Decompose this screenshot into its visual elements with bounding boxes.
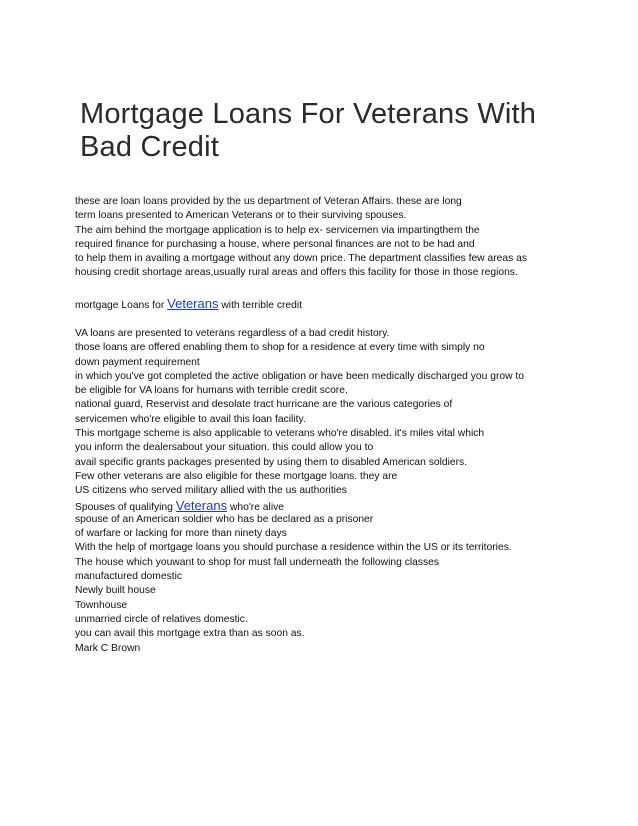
- text-line: down payment requirement: [75, 356, 200, 368]
- text-line: be eligible for VA loans for humans with terrible credit score.: [75, 385, 348, 397]
- text-line: VA loans are presented to veterans regardless of a bad credit history.: [75, 328, 390, 339]
- veterans-link[interactable]: Veterans: [175, 497, 228, 513]
- title-line: Bad Credit: [80, 131, 220, 163]
- text-line: to help them in availing a mortgage without any down price. The department classifies few areas as: [75, 253, 527, 265]
- text-line: term loans presented to American Veterans or to their surviving spouses.: [75, 210, 407, 222]
- subheading: [75, 297, 575, 311]
- text-line: manufactured domestic: [75, 571, 183, 583]
- veterans-link[interactable]: Veterans: [167, 296, 219, 311]
- author-name: Mark C Brown: [75, 642, 141, 654]
- text-line: in which you've got completed the active obligation or have been medically discharged you grow to: [75, 370, 525, 382]
- subheading-line: [75, 297, 575, 311]
- text-line: required finance for purchasing a house, where personal finances are not to be had and: [75, 238, 475, 250]
- spouse-text: who're alive: [227, 501, 284, 513]
- text-line: This mortgage scheme is also applicable to veterans who're disabled. it's miles vital which: [75, 428, 485, 440]
- subheading-text: with terrible credit: [218, 300, 303, 311]
- text-line: housing credit shortage areas,usually rural areas and offers this facility for those in those regions.: [75, 267, 518, 279]
- intro-paragraph: [75, 195, 575, 281]
- text-line: The house which youwant to shop for must fall underneath the following classes: [75, 556, 440, 568]
- text-line: avail specific grants packages presented by using them to disabled American soldiers.: [75, 456, 468, 468]
- text-line: these are loan loans provided by the us department of Veteran Affairs. these are long: [75, 196, 462, 207]
- text-line: Newly built house: [75, 585, 156, 597]
- text-line: spouse of an American soldier who has be declared as a prisoner: [75, 513, 374, 525]
- main-paragraph: [75, 327, 575, 656]
- text-line: Few other veterans are also eligible for these mortgage loans. they are: [75, 470, 398, 482]
- text-line: national guard, Reservist and desolate tract hurricane are the various categories of: [75, 399, 453, 411]
- spouse-line: [75, 499, 575, 513]
- text-line: of warfare or lacking for more than ninety days: [75, 528, 287, 540]
- text-line: With the help of mortgage loans you should purchase a residence within the US or its territories.: [75, 542, 512, 554]
- text-line: Townhouse: [75, 599, 128, 611]
- text-line: servicemen who're eligible to avail this loan facility.: [75, 413, 306, 425]
- text-line: you can avail this mortgage extra than as soon as.: [75, 628, 305, 640]
- text-line: you inform the dealersabout your situation. this could allow you to: [75, 442, 374, 454]
- text-line: US citizens who served military allied with the us authorities: [75, 485, 347, 497]
- spouse-text: Spouses of qualifying: [75, 501, 176, 513]
- text-line: The aim behind the mortgage application is to help ex- servicemen via impartingthem the: [75, 224, 480, 236]
- subheading-text: mortgage Loans for: [75, 300, 168, 311]
- text-line: unmarried circle of relatives domestic.: [75, 613, 248, 625]
- title-line: Mortgage Loans For Veterans With: [80, 98, 537, 130]
- document-title: [80, 98, 580, 164]
- text-line: those loans are offered enabling them to shop for a residence at every time with simply no: [75, 342, 485, 354]
